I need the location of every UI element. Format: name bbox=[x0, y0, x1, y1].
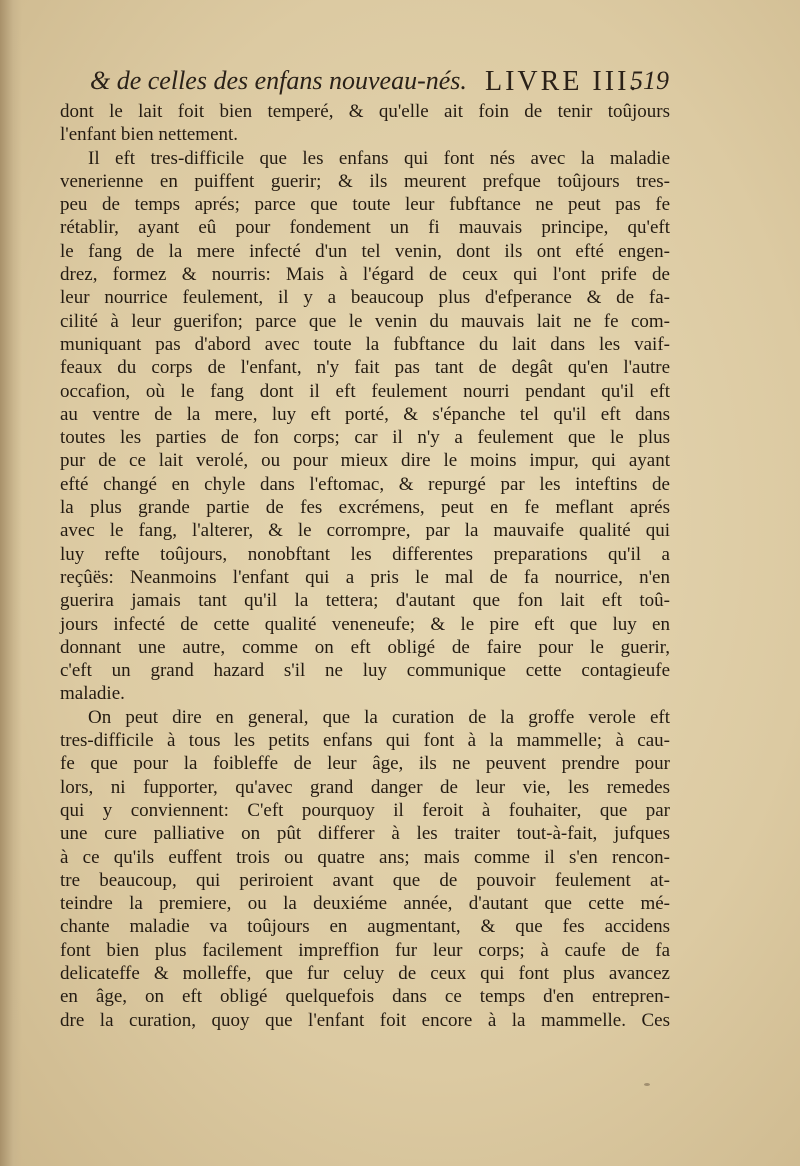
text-line: dre la curation, quoy que l'enfant foit encore à la mammelle. Ces bbox=[60, 1009, 670, 1031]
text-line: rétablir, ayant eû pour fondement un fi mauvais principe, qu'eft bbox=[60, 217, 670, 239]
text-line: dont le lait foit bien temperé, & qu'elle ait foin de tenir toûjours bbox=[60, 101, 670, 122]
text-line: On peut dire en general, que la curation de la groffe verole eft bbox=[88, 706, 670, 728]
text-line: toutes les parties de fon corps; car il n'y a feulement que le plus bbox=[60, 427, 670, 449]
text-line: tre beaucoup, qui periroient avant que de pouvoir feulement at- bbox=[60, 869, 670, 891]
text-line: luy refte toûjours, nonobftant les differentes preparations qu'il a bbox=[60, 543, 670, 565]
text-line: peu de temps aprés; parce que toute leur fubftance ne peut pas fe bbox=[60, 194, 670, 216]
text-line: donnant une autre, comme on eft obligé de faire pour le guerir, bbox=[60, 636, 670, 658]
page-number: 519 bbox=[630, 66, 669, 95]
text-line: une cure palliative on pût differer à les traiter tout-à-fait, jufques bbox=[60, 823, 670, 845]
running-head-title: & de celles des enfans nouveau-nés. bbox=[90, 66, 467, 95]
text-line: qui y conviennent: C'eft pourquoy il feroit à fouhaiter, que par bbox=[60, 799, 670, 821]
text-line: efté changé en chyle dans l'eftomac, & repurgé par les inteftins de bbox=[60, 473, 670, 495]
text-line: c'eft un grand hazard s'il ne luy communique cette contagieufe bbox=[60, 660, 670, 682]
page-gutter-shadow bbox=[0, 0, 22, 1166]
text-line: l'enfant bien nettement. bbox=[60, 124, 239, 146]
text-line: la plus grande partie de fes excrémens, peut en fe meflant aprés bbox=[60, 497, 670, 519]
text-line: muniquant pas d'abord avec toute la fubftance du lait dans les vaif- bbox=[60, 333, 670, 355]
text-line: guerira jamais tant qu'il la tettera; d'autant que fon lait eft toû- bbox=[60, 590, 670, 612]
text-line: avec le fang, l'alterer, & le corrompre, par la mauvaife qualité qui bbox=[60, 520, 670, 542]
text-line: delicateffe & molleffe, que fur celuy de ceux qui font plus avancez bbox=[60, 962, 670, 984]
ink-spot bbox=[644, 1083, 650, 1086]
text-line: maladie. bbox=[60, 683, 125, 705]
text-line: Il eft tres-difficile que les enfans qui font nés avec la maladie bbox=[88, 147, 670, 169]
text-line: leur nourrice feulement, il y a beaucoup plus d'efperance & de fa- bbox=[60, 287, 670, 309]
text-line: feaux du corps de l'enfant, n'y fait pas tant de degât qu'en l'autre bbox=[60, 357, 670, 379]
text-line: lors, ni fupporter, qu'avec grand danger de leur vie, les remedes bbox=[60, 776, 670, 798]
text-line: venerienne en puiffent guerir; & ils meurent prefque toûjours tres- bbox=[60, 170, 670, 192]
text-line: tres-difficile à tous les petits enfans qui font à la mammelle; à cau- bbox=[60, 730, 670, 752]
text-line: reçûës: Neanmoins l'enfant qui a pris le mal de fa nourrice, n'en bbox=[60, 566, 670, 588]
text-line: jours infecté de cette qualité veneneufe; & le pire eft que luy en bbox=[60, 613, 670, 635]
running-head-book: LIVRE III. bbox=[485, 66, 640, 97]
text-line: cilité à leur guerifon; parce que le venin du mauvais lait ne fe com- bbox=[60, 310, 670, 332]
text-line: le fang de la mere infecté d'un tel venin, dont ils ont efté engen- bbox=[60, 240, 670, 262]
text-line: pur de ce lait verolé, ou pour mieux dire le moins impur, qui ayant bbox=[60, 450, 670, 472]
text-line: à ce qu'ils euffent trois ou quatre ans; mais comme il s'en rencon- bbox=[60, 846, 670, 868]
text-line: teindre la premiere, ou la deuxiéme année, d'autant que cette mé- bbox=[60, 893, 670, 915]
text-line: occafion, où le fang dont il eft feulement nourri pendant qu'il eft bbox=[60, 380, 670, 402]
text-line: fe que pour la foibleffe de leur âge, ils ne peuvent prendre pour bbox=[60, 753, 670, 775]
text-line: drez, formez & nourris: Mais à l'égard de ceux qui l'ont prife de bbox=[60, 264, 670, 286]
text-line: chante maladie va toûjours en augmentant, & que fes accidens bbox=[60, 916, 670, 938]
text-line: au ventre de la mere, luy eft porté, & s'épanche tel qu'il eft dans bbox=[60, 403, 670, 425]
text-line: font bien plus facilement impreffion fur leur corps; à caufe de fa bbox=[60, 939, 670, 961]
body-text bbox=[60, 100, 670, 1032]
text-line: en âge, on eft obligé quelquefois dans ce temps d'en entrepren- bbox=[60, 986, 670, 1008]
